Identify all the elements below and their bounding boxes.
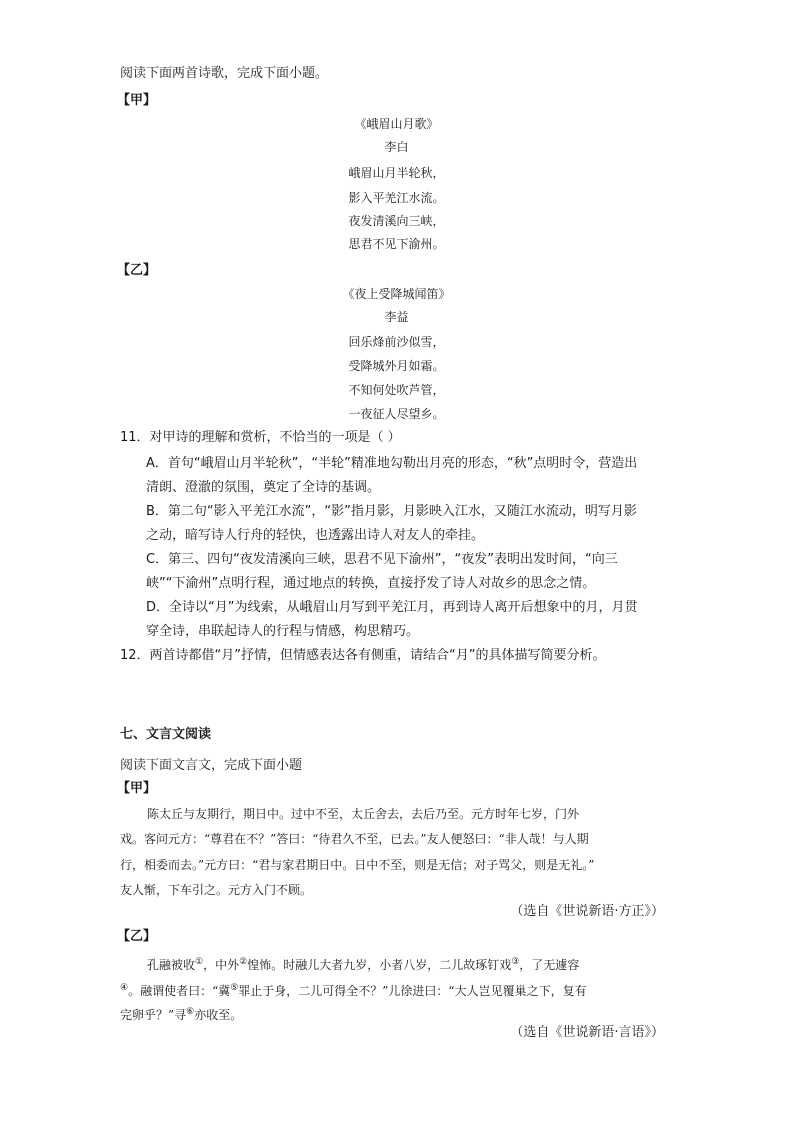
poem2-title: 《夜上受降城闻笛》	[342, 287, 451, 301]
poem1-line: 峨眉山月半轮秋，	[348, 166, 445, 180]
poem2-line: 一夜征人尽望乡。	[348, 407, 445, 421]
passage1-line: 友人惭，下车引之。元方入门不顾。	[120, 883, 313, 897]
footnote-marker: ⑥	[186, 1007, 195, 1017]
footnote-marker: ⑤	[230, 983, 239, 993]
poem1-line: 思君不见下渝州。	[348, 237, 445, 251]
option-c-cont: 峡”“下渝州”点明行程，通过地点的转换，直接抒发了诗人对故乡的思念之情。	[146, 576, 596, 591]
passage1-line: 陈太丘与友期行，期日中。过中不至，太丘舍去，去后乃至。元方时年七岁，门外	[147, 807, 580, 821]
footnote-marker: ①	[195, 957, 204, 967]
passage2-text: ，中外	[203, 958, 240, 972]
passage2-text: 。融谓使者曰：“冀	[128, 984, 231, 998]
passage2-line-1	[147, 953, 579, 974]
footnote-marker: ③	[511, 957, 520, 967]
label-jia-2: 【甲】	[117, 781, 157, 796]
passage2-text: ，了无遽容	[519, 958, 580, 972]
source-citation-1: （选自《世说新语·方正》）	[510, 904, 664, 919]
poem2-line: 回乐烽前沙似雪，	[348, 335, 445, 349]
label-yi: 【乙】	[117, 263, 157, 278]
poem1-title: 《峨眉山月歌》	[354, 117, 439, 131]
poem1-author: 李白	[384, 140, 409, 154]
poem1-line: 夜发清溪向三峡，	[348, 214, 445, 228]
question-12: 12．两首诗都借“月”抒情，但情感表达各有侧重，请结合“月”的具体描写简要分析。	[120, 648, 606, 663]
option-d: D．全诗以“月”为线索，从峨眉山月写到平羌江月，再到诗人离开后想象中的月，月贯	[146, 600, 638, 615]
passage1-line: 行，相委而去。”元方曰：“君与家君期日中。日中不至，则是无信；对子骂父，则是无礼。”	[120, 858, 595, 872]
label-yi-2: 【乙】	[117, 929, 157, 944]
option-a: A．首句“峨眉山月半轮秋”，“半轮”精准地勾勒出月亮的形态，“秋”点明时令，营造出	[146, 456, 638, 471]
option-b: B．第二句“影入平羌江水流”，“影”指月影，月影映入江水，又随江水流动，明写月影	[146, 504, 637, 519]
passage2-text: 惶怖。时融儿大者九岁，小者八岁，二儿故琢钉戏	[247, 958, 512, 972]
passage2-text: 亦收至。	[194, 1008, 243, 1022]
passage2-text: 完卵乎？”寻	[120, 1008, 187, 1022]
option-c: C．第三、四句“夜发清溪向三峡，思君不见下渝州”，“夜发”表明出发时间，“向三	[146, 552, 618, 567]
footnote-marker: ④	[120, 983, 129, 993]
source-citation-2: （选自《世说新语·言语》）	[510, 1025, 664, 1040]
option-a-cont: 清朗、澄澈的氛围，奠定了全诗的基调。	[146, 480, 381, 495]
footnote-marker: ②	[239, 957, 248, 967]
poem1-line: 影入平羌江水流。	[348, 191, 445, 205]
option-b-cont: 之动，暗写诗人行舟的轻快，也透露出诗人对友人的牵挂。	[146, 528, 485, 543]
label-jia: 【甲】	[117, 93, 157, 108]
passage2-line-3	[120, 1003, 242, 1024]
passage1-line: 戏。客问元方：“尊君在不？”答曰：“待君久不至，已去。”友人便怒曰：“非人哉！与人期	[120, 832, 589, 846]
poem2-line: 不知何处吹芦管，	[348, 383, 445, 397]
poem2-line: 受降城外月如霜。	[348, 359, 445, 373]
poem2-author: 李益	[384, 310, 409, 324]
section-heading: 七、文言文阅读	[120, 727, 212, 742]
passage2-line-2	[120, 979, 587, 1000]
reading-intro: 阅读下面两首诗歌，完成下面小题。	[120, 66, 329, 81]
option-d-cont: 穿全诗，串联起诗人的行程与情感，构思精巧。	[146, 624, 420, 639]
passage2-text: 孔融被收	[147, 958, 196, 972]
reading-intro-2: 阅读下面文言文，完成下面小题	[120, 758, 303, 773]
passage2-text: 罪止于身，二儿可得全不？”儿徐进曰：“大人岂见覆巢之下，复有	[238, 984, 587, 998]
question-11-stem: 11．对甲诗的理解和赏析，不恰当的一项是（ ）	[120, 430, 401, 445]
